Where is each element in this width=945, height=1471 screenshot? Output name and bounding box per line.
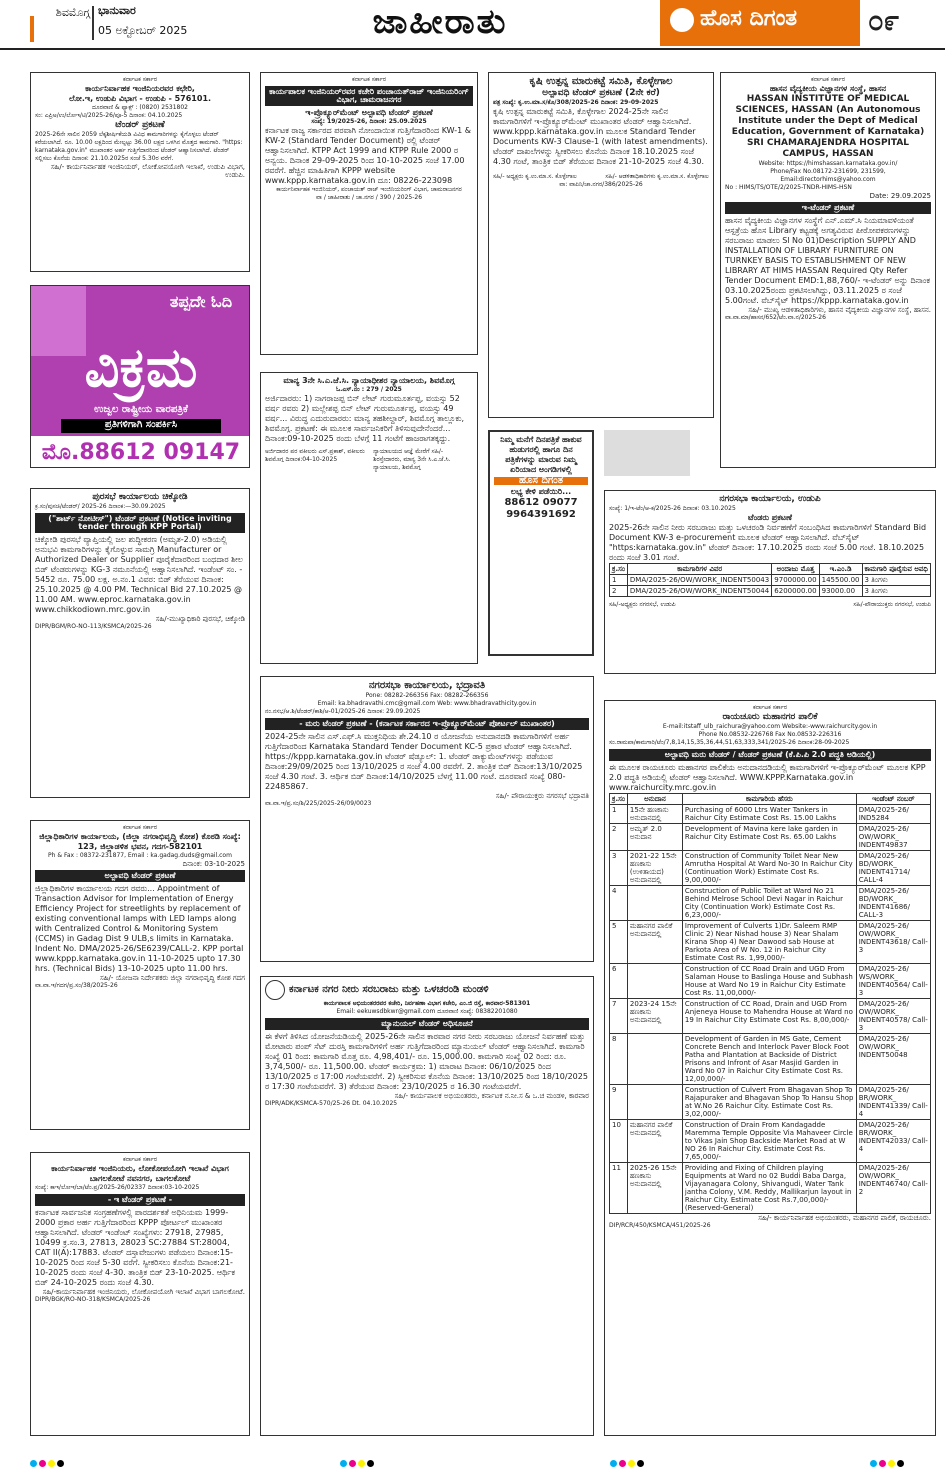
- ad7-line1: ನಿಮ್ಮ ಮನೆಗೆ ದಿನಪತ್ರಿಕೆ ಹಾಕುವ ಹುಡುಗರಲ್ಲಿ ಹಾಗೂ ದಿನ ಪತ್ರಿಕೆಗಳನ್ನು ಮಾರುವ ನಿಮ್ಮ ಏರಿಯಾದ ಅಂಗಡಿಗಳಲ್ಲಿ: [500, 435, 582, 474]
- ad4-name-kn: ಹಾಸನ ವೈದ್ಯಕೀಯ ವಿಜ್ಞಾನಗಳ ಸಂಸ್ಥೆ, ಹಾಸನ: [769, 84, 887, 93]
- ad14-ref: ಸಂ.ರಾಮಪಾ/ಕಾಮಗಾರಿ/ಟೆಂ/7,8,14,15,35,36,44,51,63,333,341/2025-26 ದಿನಾಂಕ:28-09-2025: [609, 739, 850, 746]
- ad12-title: ಕಾರ್ಯನಿರ್ವಾಹಕ ಇಂಜಿನಿಯರು, ಲೋಕೋಪಯೋಗಿ ಇಲಾಖೆ ವಿಭಾಗ ಬಾಗಲಕೋಟೆ ನವನಗರ, ಬಾಗಲಕೋಟೆ: [51, 1164, 229, 1183]
- table-row: [610, 851, 931, 886]
- ad10-title: ನಗರಸಭಾ ಕಾರ್ಯಾಲಯ, ಭದ್ರಾವತಿ: [368, 680, 486, 691]
- ad4-email: Email:directorhims@yahoo.com: [780, 176, 876, 183]
- blank-ad-placeholder: [604, 430, 690, 476]
- table-cell: Construction of Community Toilet Near New Amrutha Hospital At Ward No-30 In Raichur City (Continuation Work) Estimate Cost Rs. 9,00,000/-: [682, 851, 856, 886]
- table-cell: 3 ತಿಂಗಳು: [862, 586, 931, 597]
- ad7-phone2: 9964391692: [506, 509, 576, 520]
- table-cell: DMA/2025-26/ OW/WORK_ INDENT46740/ Call-2: [856, 1163, 930, 1214]
- table-row: [610, 805, 931, 824]
- ad12-sign: ಸಹಿ/-ಕಾರ್ಯನಿರ್ವಾಹಕ ಇಂಜಿನಿಯರು, ಲೋಕೋಪಯೋಗಿ ಇಲಾಖೆ ವಿಭಾಗ ಬಾಗಲಕೋಟೆ.: [42, 1288, 245, 1296]
- table-cell: Purchasing of 6000 Ltrs Water Tankers in Raichur City Estimate Cost Rs. 15.00 Lakhs: [682, 805, 856, 824]
- page-header: [0, 0, 945, 50]
- table-cell: 10: [610, 1120, 628, 1163]
- ad13-col-header: ಕಾಮಗಾರಿಗಳ ವಿವರ: [627, 564, 771, 575]
- vikrama-contact-label: ಪ್ರತಿಗಳಿಗಾಗಿ ಸಂಪರ್ಕಿಸಿ: [61, 419, 221, 433]
- ad1-phone: ದೂರವಾಣಿ & ಫ್ಯಾಕ್ಸ್ : (0820) 2531802: [91, 104, 189, 111]
- ad10-foot: ವಾ.ವಾ.ಇ/ಪ್ರ.ಸಂ/ಶಿ/225/2025-26/09/0023: [265, 800, 372, 807]
- table-cell: [627, 1034, 682, 1085]
- ad7-phone1: 88612 09077: [504, 497, 578, 508]
- ad4-date: Date: 29.09.2025: [869, 192, 931, 200]
- table-cell: 7: [610, 999, 628, 1034]
- ad-udupi-pwd-tender: [30, 72, 250, 272]
- ad-chikkodi-purasabhe: [30, 488, 250, 798]
- vikrama-name: ವಿಕ್ರಮ: [84, 336, 198, 399]
- ad7-brand: ಹೊಸ ದಿಗಂತ: [494, 477, 588, 485]
- ad-hosadiganta-promo: [488, 430, 594, 656]
- vikrama-read-line: ತಪ್ಪದೇ ಓದಿ: [169, 292, 233, 311]
- table-row: [610, 1163, 931, 1214]
- ad12-head1: ಕರ್ನಾಟಕ ಸರ್ಕಾರ: [122, 1156, 158, 1163]
- ad8-body: ಚಿಕ್ಕೋಡಿ ಪುರಸಭೆ ವ್ಯಾಪ್ತಿಯಲ್ಲಿ ಜಲ ಶುದ್ಧೀಕರಣ (ಅಮೃತ-2.0) ಅಡಿಯಲ್ಲಿ ಅನುಭವಿ ಕಾಮಗಾರಿಗಳನ್ನು ಕೈಗೊಳ್ಳುವ ಸಾಮಗ್ರಿ Manufacturer or Authorized Dealer or Supplier ಪೂರೈಕೆದಾರರಿಂದ ಬಂಧದಾರ ಶೀಲ ಬಿಡ್ ಟೆಂಡರುಗಳನ್ನು KG-3 ನಮೂನೆಯಲ್ಲಿ ಆಹ್ವಾನಿಸಲಾಗಿದೆ. ಇಂಡೆಂಟ್ ಸಂ. - 5452 ರೂ. 75.00 ಲಕ್ಷ. ಅ.ನಂ.1 ವಿವರ: ಬಿಡ್ ತೆರೆಯುವ ದಿನಾಂಕ: 25.10.2025 @ 4.00 PM. Technical Bid 27.10.2025 @ 11.00 AM. www.eproc.karnataka.gov.in www.chikkodiown.mrc.gov.in: [35, 535, 243, 614]
- ad9-phone: Ph & Fax : 08372-231877, Email : ka.gadag.duds@gmail.com: [48, 852, 232, 859]
- print-registration-marks-center: [340, 1452, 376, 1460]
- ad4-phone: Phone/Fax No.08172-231699, 231599,: [770, 168, 886, 175]
- ad-udupi-nagarasabha: [604, 490, 936, 674]
- ad8-title: ಪುರಸಭೆ ಕಾರ್ಯಾಲಯ ಚಿಕ್ಕೋಡಿ: [92, 492, 188, 502]
- ad14-col-header: ಕ್ರ.ಸಂ: [610, 794, 628, 805]
- ad9-head1: ಕರ್ನಾಟಕ ಸರ್ಕಾರ: [122, 824, 158, 831]
- ad14-col-header: ಕಾಮಗಾರಿಯ ಹೆಸರು: [682, 794, 856, 805]
- table-cell: 2025-26 15ನೇ ಹಣಕಾಸು ಅನುದಾನದಲ್ಲಿ: [627, 1163, 682, 1214]
- ad3-sign-right: ಸಹಿ/- ಆಡಳಿತಾಧಿಕಾರಿಗಳು ಕೃ.ಉ.ಮಾ.ಸ. ಕೊಳ್ಳೇಗಾಲ: [605, 173, 709, 180]
- ad13-subtitle: ಟೆಂಡರು ಪ್ರಕಟಣೆ: [748, 513, 792, 522]
- table-cell: DMA/2025-26/ BD/WORK_ INDENT41686/ CALL-3: [856, 886, 930, 921]
- table-cell: 2: [610, 824, 628, 851]
- table-row: [610, 1085, 931, 1120]
- table-cell: 2023-24 15ನೇ ಹಣಕಾಸು ಅನುದಾನದಲ್ಲಿ: [627, 999, 682, 1034]
- ad2-body: ಕರ್ನಾಟಕ ರಾಜ್ಯ ಸರ್ಕಾರದ ಪರವಾಗಿ ನೋಂದಾಯಿತ ಗುತ್ತಿಗೆದಾರರಿಂದ KW-1 & KW-2 (Standard Tender Document) ರಲ್ಲಿ ಟೆಂಡರ್ ಆಹ್ವಾನಿಸಲಾಗಿದೆ. KTPP Act 1999 and KTPP Rule 2000 ರ ಅನ್ವಯ. ದಿನಾಂಕ 29-09-2025 ರಿಂದ 10-10-2025 ಸಂಜೆ 17.00 ರವರೆಗೆ. ಹೆಚ್ಚಿನ ಮಾಹಿತಿಗಾಗಿ KPPP website www.kppp.karnataka.gov.in ದೂ: 08226-223098: [265, 126, 471, 185]
- table-row: [610, 824, 931, 851]
- ad3-title2: ಅಲ್ಪಾವಧಿ ಟೆಂಡರ್ ಪ್ರಕಟಣೆ (2ನೇ ಕರೆ): [542, 88, 660, 98]
- ad14-col-header: ಇಂಡೆಂಟ್ ನಂಬರ್: [856, 794, 930, 805]
- table-cell: 2: [610, 586, 628, 597]
- ad14-email: E-mail:itstaff_ulb_raichura@yahoo.com Website:-www.raichurcity.gov.in: [662, 723, 878, 730]
- ad3-foot: ವಾ: ವಾಪಿನಿ/ಚಾ.ನಗರ/386/2025-26: [559, 181, 643, 188]
- ad4-sign: ಸಹಿ/- ಮುಖ್ಯ ಆಡಳಿತಾಧಿಕಾರಿಗಳು, ಹಾಸನ ವೈದ್ಯಕೀಯ ವಿಜ್ಞಾನಗಳ ಸಂಸ್ಥೆ, ಹಾಸನ.: [748, 306, 931, 314]
- ad13-table: [609, 563, 931, 597]
- table-cell: DMA/2025-26/ OW/WORK_ INDENT43618/ Call-3: [856, 921, 930, 964]
- table-cell: 6200000.00: [772, 586, 819, 597]
- table-cell: DMA/2025-26/ OW/WORK_ INDENT50048: [856, 1034, 930, 1085]
- brand-banner: [660, 0, 860, 46]
- vikrama-phone: ಮೊ.88612 09147: [31, 436, 250, 468]
- table-row: [610, 586, 931, 597]
- print-registration-marks-right: [870, 1452, 906, 1460]
- ad4-head1: ಕರ್ನಾಟಕ ಸರ್ಕಾರ: [810, 76, 846, 83]
- ad-bhadravathi-cmc: [260, 676, 594, 962]
- table-cell: 2021-22 15ನೇ ಹಣಕಾಸು (ಉಳಿತಾಯದ) ಅನುದಾನದಲ್ಲಿ: [627, 851, 682, 886]
- ad2-foot: ವಾ / ಜಾಹೀರಾತು / ಚಾ.ನಗರ / 390 / 2025-26: [315, 194, 423, 201]
- print-registration-marks-mid: [610, 1452, 646, 1460]
- ad9-ref: ದಿನಾಂಕ: 03-10-2025: [182, 860, 245, 868]
- ad-chamarajanagar-pred: [260, 72, 478, 355]
- ad11-subtitle: ಮ್ಯಾನುಯಲ್ ಟೆಂಡರ್ ಅಧಿಸೂಚನೆ: [265, 1018, 589, 1030]
- table-cell: Construction of CC Road, Drain and UGD From Anjeneya House to Mahendra House at Ward no 19 In Raichur City Estimate Cost Rs. 8,00,000/-: [682, 999, 856, 1034]
- table-cell: [627, 886, 682, 921]
- ad6-case: ಓ.ಎಸ್.ನಂ : 279 / 2025: [336, 386, 402, 393]
- table-row: [610, 1120, 931, 1163]
- ad13-col-header: ಅಂದಾಜು ಮೊತ್ತ: [772, 564, 819, 575]
- table-cell: Development of Garden in MS Gate, Cement Concrete Bench and Interlock Paver Block Foot Patha and Plantation at Backside of District Prisons and Infront of Asar Masjid Garden in Ward No 07 in Raichur City Estimate Cost Rs. 12,00,000/-: [682, 1034, 856, 1085]
- ad14-head1: ಕರ್ನಾಟಕ ಸರ್ಕಾರ: [752, 704, 788, 711]
- header-place: ಶಿವಮೊಗ್ಗ: [55, 6, 90, 19]
- table-cell: DMA/2025-26/ OW/WORK_ INDENT49837: [856, 824, 930, 851]
- ad4-body: ಹಾಸನ ವೈದ್ಯಕೀಯ ವಿಜ್ಞಾನಗಳ ಸಂಸ್ಥೆಗೆ ಎನ್.ಎಮ್.ಸಿ ನಿಯಮಾವಳಿಯಂತೆ ಆಸ್ಪತ್ರೆಯ ಹೊಸ Library ಕಟ್ಟಡಕ್ಕೆ ಅಗತ್ಯವಿರುವ ಪೀಠೋಪಕರಣಗಳನ್ನು ಸರಬರಾಜು ಮಾಡಲು Sl No 01)Description SUPPLY AND INSTALLATION OF LIBRARY FURNITURE ON TURNKEY BASIS TO ESTABLISHMENT OF NEW LIBRARY AT HIMS HASSAN Required Qty Refer Tender Document EMD:1,88,760/- ಇ-ಟೆಂಡರ್ ಅನ್ನು ದಿನಾಂಕ 03.10.2025ರಂದು ಪ್ರಕಟಿಸಲಾಗಿದ್ದು, 03.11.2025 ರ ಸಂಜೆ 5.00ಗಂಟೆ. ವೆಬ್‌ಸೈಟ್ https://kppp.karnataka.gov.in: [725, 216, 931, 305]
- header-day: ಭಾನುವಾರ: [98, 4, 136, 17]
- ad-hims-hassan: [720, 72, 936, 468]
- ad13-ref: ಸಂಖ್ಯೆ: 1/ಇ-ಟೆಂ/ಆ-ಕ/2025-26 ದಿನಾಂಕ: 03.10.2025: [609, 505, 736, 512]
- ad2-ref: ಸಂಖ್ಯೆ: 19/2025-26, ದಿನಾಂಕ: 25.09.2025: [311, 118, 427, 125]
- vikrama-tagline: ಉಜ್ವಲ ರಾಷ್ಟ್ರೀಯ ವಾರಪತ್ರಿಕೆ: [94, 404, 188, 415]
- ad3-ref: ಪತ್ರ ಸಂಖ್ಯೆ: ಕೃ.ಉ.ಮಾ.ಸ/ಕೊ/308/2025-26 ದಿನಾಂಕ: 29-09-2025: [493, 99, 659, 106]
- ad10-subtitle: - ಮರು ಟೆಂಡರ್ ಪ್ರಕಟಣೆ - (ಕರ್ನಾಟಕ ಸರ್ಕಾರದ ಇ-ಪ್ರೊಕ್ಯೂರ್‌ಮೆಂಟ್ ಪೋರ್ಟಲ್ ಮುಖಾಂತರ): [265, 718, 589, 730]
- ad13-sign-left: ಸಹಿ/-ಅಧ್ಯಕ್ಷರು ನಗರಸಭೆ, ಉಡುಪಿ: [609, 601, 676, 608]
- table-cell: [627, 964, 682, 999]
- ad-kuwsdb-karwar: [260, 976, 594, 1436]
- header-date: 05 ಅಕ್ಟೋಬರ್ 2025: [98, 24, 188, 37]
- ad12-ref: ಸಂಖ್ಯೆ: ಕಾಇ/ಲೋಇ/ಬಾ/ಟೆಂ.ಪ್ರ/2025-26/02337 ದಿನಾಂಕ:03-10-2025: [35, 1184, 200, 1191]
- table-cell: 145500.00: [819, 575, 862, 586]
- ad6-sign-left: ಅರ್ಜಿದಾರರ ಪರ ವಕೀಲರು ಎಸ್.ಪ್ರಕಾಶ್, ವಕೀಲರು ಶಿವಮೊಗ್ಗ ದಿನಾಂಕ:04-10-2025: [265, 448, 365, 463]
- ad2-head1: ಕರ್ನಾಟಕ ಸರ್ಕಾರ: [351, 76, 387, 83]
- ad9-subtitle: ಅಲ್ಪಾವಧಿ ಟೆಂಡರ್ ಪ್ರಕಟಣೆ: [35, 870, 245, 882]
- ad11-title: ಕರ್ನಾಟಕ ನಗರ ನೀರು ಸರಬರಾಜು ಮತ್ತು ಒಳಚರಂಡಿ ಮಂಡಳಿ: [289, 984, 489, 995]
- brand-name: ಹೊಸ ದಿಗಂತ: [700, 6, 798, 31]
- ad-vikrama-weekly: [30, 285, 250, 468]
- ad-kollegal-apmc: [488, 72, 714, 418]
- ad1-head2: ಕಾರ್ಯನಿರ್ವಾಹಕ ಇಂಜಿನಿಯರವರ ಕಛೇರಿ,: [85, 84, 195, 93]
- table-cell: DMA/2025-26/ BR/WORK_ INDENT41339/ Call-4: [856, 1085, 930, 1120]
- ad4-web: Website: https://himshassan.karnataka.gov.in/: [758, 160, 898, 167]
- table-cell: Construction of Culvert From Bhagavan Shop To Rajapuraker and Bhagavan Shop To Hansu Shop at W.No 26 Raichur City. Estimate Cost Rs. 3,02,000/-: [682, 1085, 856, 1120]
- table-cell: Construction of CC Road Drain and UGD From Salaman House to Baslinga House and Subhash House at Ward No 19 in Raichur City Estimate Cost Rs. 11,00,000/-: [682, 964, 856, 999]
- ad14-sign: ಸಹಿ/- ಕಾರ್ಯನಿರ್ವಾಹಕ ಅಭಿಯಂತರರು, ಮಹಾನಗರ ಪಾಲಿಕೆ, ರಾಯಚೂರು.: [758, 1214, 931, 1222]
- table-cell: ಮಹಾನಗರ ಪಾಲಿಕೆ ಅನುದಾನದಲ್ಲಿ: [627, 1120, 682, 1163]
- table-cell: DMA/2025-26/OW/WORK_INDENT50043: [627, 575, 771, 586]
- ad11-sub1: ಕಾರ್ಯಪಾಲಕ ಅಭಿಯಂತರರವರ ಕಚೇರಿ, ನಿರ್ವಹಣಾ ವಿಭಾಗ ಕಚೇರಿ, ಎಂ.ಜಿ ರಸ್ತೆ, ಕಾರವಾರ-581301: [323, 1000, 531, 1007]
- ad2-sign: ಕಾರ್ಯನಿರ್ವಾಹಕ ಇಂಜಿನಿಯರ್, ಪಂಚಾಯತ್ ರಾಜ್ ಇಂಜಿನಿಯರಿಂಗ್ ವಿಭಾಗ, ಚಾಮರಾಜನಗರ: [276, 186, 462, 193]
- ad9-sign: ಸಹಿ/- ಯೋಜನಾ ನಿರ್ದೇಶಕರು ಜಿಲ್ಲಾ ನಗರಾಭಿವೃದ್ಧಿ ಕೋಶ ಗದಗ: [100, 974, 245, 982]
- ad10-phone: Pone: 08282-266356 Fax: 08282-266356: [365, 692, 489, 699]
- ad14-subtitle: ಅಲ್ಪಾವಧಿ ಮರು ಟೆಂಡರ್ / ಟೆಂಡರ್ ಪ್ರಕಟಣೆ (ಕೆ.ಪಿ.ಪಿ 2.0 ಪದ್ಧತಿ ಅಡಿಯಲ್ಲಿ): [609, 749, 931, 761]
- ad13-sign-right: ಸಹಿ/-ಪೌರಾಯುಕ್ತರು ನಗರಸಭೆ, ಉಡುಪಿ: [853, 601, 931, 608]
- ad1-body: 2025-26ನೇ ಸಾಲಿನ 2059 ಲೆಕ್ಕಶೀರ್ಷಿಕೆಯಡಿ ವಿವಿಧ ಕಾಮಗಾರಿಗಳನ್ನು ಕೈಗೊಳ್ಳಲು ಟೆಂಡರ್ ಕರೆಯಲಾಗಿದೆ. ರೂ. 10.00 ಲಕ್ಷದಿಂದ ಮೇಲ್ಪಟ್ಟು 36.00 ಲಕ್ಷದ ಒಳಗಿನ ಮೊತ್ತದ ಕಾಮಗಾರಿ. "https: karnataka.gov.in" ಮುಖಾಂತರ ಅರ್ಹ ಗುತ್ತಿಗೆದಾರರಿಂದ ಟೆಂಡರ್ ಆಹ್ವಾನಿಸಲಾಗಿದೆ. ಟೆಂಡರ್ ಸಲ್ಲಿಸಲು ಕೊನೆಯ ದಿನಾಂಕ: 21.10.2025ರ ಸಂಜೆ 5.30ರ ವರೆಗೆ.: [35, 131, 243, 162]
- table-cell: Development of Mavina kere lake garden in Raichur City Estimate Cost Rs. 65.00 Lakhs: [682, 824, 856, 851]
- ad13-col-header: ಇ.ಎಂ.ಡಿ: [819, 564, 862, 575]
- table-cell: Improvement of Culverts 1)Dr. Saleem RMP Clinic 2) Near Nishad house 3) Near Shalam Kirana Shop 4) Near Dawood sab House at Parkota Area of W No. 12 in Raichur City Estimate Cost Rs. 1,99,000/-: [682, 921, 856, 964]
- ad-gadag-duds: [30, 820, 250, 1130]
- table-cell: 3: [610, 851, 628, 886]
- ad6-body: ಅರ್ಜಿದಾರರು: 1) ನಾಗರಾಜಪ್ಪ ಬಿನ್ ಲೇಟ್ ಗುರುಮೂರ್ತಪ್ಪ, ವಯಸ್ಸು 52 ವರ್ಷ ರವರು 2) ಮಲ್ಲೇಶಪ್ಪ ಬಿನ್ ಲೇಟ್ ಗುರುಮೂರ್ತಪ್ಪ, ವಯಸ್ಸು 49 ವರ್ಷ... ವಿರುದ್ಧ ಎದುರುದಾರರು: ಮಾನ್ಯ ತಹಶೀಲ್ದಾರ್, ಶಿವಮೊಗ್ಗ ತಾಲ್ಲೂಕು, ಶಿವಮೊಗ್ಗ. ಪ್ರಕಟಣೆ: ಈ ಮೂಲಕ ಸಾರ್ವಜನಿಕರಿಗೆ ತಿಳಿಸುವುದೇನೆಂದರೆ... ದಿನಾಂಕ:09-10-2025 ರಂದು ಬೆಳಗ್ಗೆ 11 ಗಂಟೆಗೆ ಹಾಜರಾಗತಕ್ಕದ್ದು.: [265, 394, 465, 443]
- section-title: ಜಾಹೀರಾತು: [372, 2, 508, 42]
- ad3-sign-left: ಸಹಿ/- ಅಧ್ಯಕ್ಷರು ಕೃ.ಉ.ಮಾ.ಸ. ಕೊಳ್ಳೇಗಾಲ: [493, 173, 577, 180]
- ad11-body: ಈ ಕೆಳಗೆ ತಿಳಿಸಿದ ಯೋಜನೆಯಡಿಯಲ್ಲಿ 2025-26ನೇ ಸಾಲಿನ ಕಾರವಾರ ನಗರ ನೀರು ಸರಬರಾಜು ಯೋಜನೆ ನಿರ್ವಹಣೆ ಮತ್ತು ಮೋಟಾರು ಪಂಪ್ ಸೆಟ್ ದುರಸ್ತಿ ಕಾಮಗಾರಿಗಳಿಗೆ ಅರ್ಹ ಗುತ್ತಿಗೆದಾರರಿಂದ ಮ್ಯಾನುಯಲ್ ಟೆಂಡರ್ ಆಹ್ವಾನಿಸಲಾಗಿದೆ. ಕಾಮಗಾರಿ ಸಂಖ್ಯೆ 01 ರಿಂದ: ಕಾಮಗಾರಿ ಮೊತ್ತ ರೂ. 4,98,401/- ರೂ. 15,000.00. ಕಾಮಗಾರಿ ಸಂಖ್ಯೆ 02 ರಿಂದ: ರೂ. 3,74,500/- ರೂ. 11,500.00. ಟೆಂಡರ್ ಕಾರ್ಯಕ್ರಮ: 1) ಮಾರಾಟ ದಿನಾಂಕ: 06/10/2025 ರಿಂದ 13/10/2025 ರ 17:00 ಗಂಟೆಯವರೆಗೆ. 2) ಸ್ವೀಕರಿಸುವ ಕೊನೆಯ ದಿನಾಂಕ: 13/10/2025 ರಿಂದ 18/10/2025 ರ 17:30 ಗಂಟೆಯವರೆಗೆ. 3) ತೆರೆಯುವ ದಿನಾಂಕ: 23/10/2025 ರ 16.30 ಗಂಟೆಯವರೆಗೆ.: [265, 1032, 588, 1091]
- ad9-foot: ವಾ.ವಾ.ಇ/ಗದಗ/ಪ್ರ.ಸಂ/38/2025-26: [35, 982, 118, 989]
- ad14-col-header: ಅನುದಾನ: [627, 794, 682, 805]
- ad13-col-header: ಕ್ರ.ಸಂ: [610, 564, 628, 575]
- ad1-ref: ಸಂ: ಎಪ್ರಿಅ/ಉ/ಲೋಇ/ಟಿ/2025-26/ಪೂ-5 ದಿನಾಂಕ: 04.10.2025: [35, 112, 183, 119]
- ad3-body: ಕೃಷಿ ಉತ್ಪನ್ನ ಮಾರುಕಟ್ಟೆ ಸಮಿತಿ, ಕೊಳ್ಳೇಗಾಲ 2024-25ನೇ ಸಾಲಿನ ಕಾಮಗಾರಿಗಳಿಗೆ ಇ-ಪ್ರೊಕ್ಯೂರ್‌ಮೆಂಟ್ ಮುಖಾಂತರ ಟೆಂಡರ್ ಆಹ್ವಾನಿಸಲಾಗಿದೆ. www.kppp.karnataka.gov.in ಮೂಲಕ Standard Tender Documents KW-3 Clause-1 (with latest amendments). ಟೆಂಡರ್ ದಾಖಲೆಗಳನ್ನು ಸ್ವೀಕರಿಸಲು ಕೊನೆಯ ದಿನಾಂಕ 18.10.2025 ಸಂಜೆ 4.30 ಗಂಟೆ, ತಾಂತ್ರಿಕ ಬಿಡ್ ತೆರೆಯುವ ದಿನಾಂಕ 21-10-2025 ಸಂಜೆ 4.30.: [493, 107, 708, 166]
- table-cell: 15ನೇ ಹಣಕಾಸು ಅನುದಾನದಲ್ಲಿ: [627, 805, 682, 824]
- ad11-email: Email: eekuwsdbkwr@gmail.com ದೂರವಾಣಿ ಸಂಖ್ಯೆ: 08382201080: [336, 1008, 518, 1015]
- table-cell: DMA/2025-26/ OW/WORK_ INDENT40578/ Call-3: [856, 999, 930, 1034]
- table-cell: 8: [610, 1034, 628, 1085]
- ad2-title: ಇ-ಪ್ರೊಕ್ಯೂರ್‌ಮೆಂಟ್ ಅಲ್ಪಾವಧಿ ಟೆಂಡರ್ ಪ್ರಕಟಣೆ: [305, 108, 433, 117]
- ad12-subtitle: - ಇ ಟೆಂಡರ್ ಪ್ರಕಟಣೆ -: [35, 1194, 245, 1206]
- ad8-sign: ಸಹಿ/-ಮುಖ್ಯಾಧಿಕಾರಿ ಪುರಸಭೆ, ಚಿಕ್ಕೋಡಿ: [155, 615, 245, 623]
- ad14-title: ರಾಯಚೂರು ಮಹಾನಗರ ಪಾಲಿಕೆ: [722, 712, 818, 722]
- ad-shivamogga-court-notice: [260, 372, 478, 664]
- ad1-title: ಟೆಂಡರ್ ಪ್ರಕಟಣೆ: [115, 120, 165, 130]
- ad-raichur-mahanagara-palike: [604, 700, 936, 1436]
- ad10-ref: ನಂ.ನಸಭ/ಆ.ಶಿ/ಟೆಂಡರ್/ಕಾಶಿ/ಆ-01/2025-26 ದಿನಾಂಕ: 29.09.2025: [265, 708, 421, 715]
- table-cell: ಅಮೃತ್ 2.0 ಅನುದಾನ: [627, 824, 682, 851]
- ad14-phone: Phone No.08532-226768 Fax No.08532-226316: [698, 731, 842, 738]
- table-cell: 3 ತಿಂಗಳು: [862, 575, 931, 586]
- table-row: [610, 575, 931, 586]
- table-cell: Construction of Public Toilet at Ward No 21 Behind Melrose School Devi Nagar in Raichur City (Continuation Work) Estimate Cost Rs. 6,23,000/-: [682, 886, 856, 921]
- table-cell: 5: [610, 921, 628, 964]
- table-cell: 9: [610, 1085, 628, 1120]
- ad1-head1: ಕರ್ನಾಟಕ ಸರ್ಕಾರ: [122, 76, 158, 83]
- ad10-email: Email: ka.bhadravathi.cmc@gmail.com Web: www.bhadravathicity.gov.in: [317, 700, 537, 707]
- ad14-body: ಈ ಮೂಲಕ ರಾಯಚೂರು ಮಹಾನಗರ ಪಾಲಿಕೆಯ ಅನುದಾನದಡಿಯಲ್ಲಿ ಕಾಮಗಾರಿಗಳಿಗೆ ಇ-ಪ್ರೊಕ್ಯೂರ್‌ಮೆಂಟ್ ಮೂಲಕ KPP 2.0 ಪದ್ಧತಿ ಅಡಿಯಲ್ಲಿ ಟೆಂಡರ್ ಆಹ್ವಾನಿಸಲಾಗಿದೆ. WWW.KPPP.Karnataka.gov.in www.raichurcity.mrc.gov.in: [609, 763, 926, 792]
- table-cell: 6: [610, 964, 628, 999]
- header-divider: [92, 6, 94, 40]
- table-cell: DMA/2025-26/ BR/WORK_ INDENT42033/ Call-4: [856, 1120, 930, 1163]
- ad8-ref: ಕ್ರ.ಸಂ/ಪುಸಚಿ/ಟೆಂಡರ್/ 2025-26 ದಿನಾಂಕ:—30.09.2025: [35, 503, 166, 510]
- table-cell: DMA/2025-26/ BD/WORK_ INDENT41714/ CALL-4: [856, 851, 930, 886]
- ad13-body: 2025-26ನೇ ಸಾಲಿನ ನೀರು ಸರಬರಾಜು ಮತ್ತು ಒಳಚರಂಡಿ ನಿರ್ವಹಣೆಗೆ ಸಂಬಂಧಿಸಿದ ಕಾಮಗಾರಿಗಳಿಗೆ Standard Bid Document KW-3 e-procurement ಮೂಲಕ ಟೆಂಡರ್ ಆಹ್ವಾನಿಸಲಾಗಿದೆ. ವೆಬ್‌ಸೈಟ್ "https:karnataka.gov.in" ಟೆಂಡರ್ ದಿನಾಂಕ: 17.10.2025 ರಂದು ಸಂಜೆ 5.00 ಗಂಟೆ. 18.10.2025 ರಂದು ಸಂಜೆ 3.01 ಗಂಟೆ.: [609, 523, 927, 562]
- table-cell: 9700000.00: [772, 575, 819, 586]
- table-row: [610, 1034, 931, 1085]
- table-cell: 93000.00: [819, 586, 862, 597]
- ad11-sign: ಸಹಿ/- ಕಾರ್ಯಪಾಲಕ ಅಭಿಯಂತರರು, ಕರ್ನಾಟಕ ನ.ನೀ.ಸ & ಒ.ಚ ಮಂಡಳಿ, ಕಾರವಾರ: [394, 1092, 589, 1100]
- table-cell: [627, 1085, 682, 1120]
- ad4-name-en: HASSAN INSTITUTE OF MEDICAL SCIENCES, HASSAN (An Autonomous Institute under the Dept of Medical Education, Government of Karnataka) SRI CHAMARAJENDRA HOSPITAL CAMPUS, HASSAN: [731, 94, 925, 159]
- ad8-subtitle: ("ಶಾರ್ಟ್ ನೋಟೀಸ್") ಟೆಂಡರ್ ಪ್ರಕಟಣೆ (Notice inviting tender through KPP Portal): [35, 513, 245, 533]
- table-cell: 1: [610, 575, 628, 586]
- ad14-table: [609, 793, 931, 1214]
- ad10-sign: ಸಹಿ/- ಪೌರಾಯುಕ್ತರು ನಗರಸಭೆ ಭದ್ರಾವತಿ: [495, 792, 589, 800]
- ad1-head3: ಲೋ.ಇ, ಉಡುಪಿ ವಿಭಾಗ - ಉಡುಪಿ - 576101.: [68, 94, 212, 103]
- ad3-title1: ಕೃಷಿ ಉತ್ಪನ್ನ ಮಾರುಕಟ್ಟೆ ಸಮಿತಿ, ಕೊಳ್ಳೇಗಾಲ: [529, 76, 673, 87]
- ad4-title: ಇ-ಟೆಂಡರ್ ಪ್ರಕಟಣೆ: [725, 202, 931, 214]
- table-cell: 4: [610, 886, 628, 921]
- table-cell: ಮಹಾನಗರ ಪಾಲಿಕೆ ಅನುದಾನದಲ್ಲಿ: [627, 921, 682, 964]
- table-cell: DMA/2025-26/OW/WORK_INDENT50044: [627, 586, 771, 597]
- table-row: [610, 886, 931, 921]
- ad10-body: 2024-25ನೇ ಸಾಲಿನ ಎಸ್.ಎಫ್.ಸಿ ಮುಕ್ತನಿಧಿಯ ಶೇ.24.10 ರ ಯೋಜನೆಯ ಅನುದಾನದಡಿ ಕಾಮಗಾರಿಗಳಿಗೆ ಅರ್ಹ ಗುತ್ತಿಗೆದಾರರಿಂದ Karnataka Standard Tender Document KC-5 ಪ್ರಕಾರ ಟೆಂಡರ್ ಆಹ್ವಾನಿಸಲಾಗಿದೆ. https://kppp.karnataka.gov.in ಟೆಂಡರ್ ಷೆಡ್ಯೂಲ್: 1. ಟೆಂಡರ್ ಡಾಕ್ಯುಮೆಂಟ್‌ಗಳನ್ನು ಪಡೆಯುವ ದಿನಾಂಕ:29/09/2025 ರಿಂದ 13/10/2025 ರ ಸಂಜೆ 4.00 ರವರೆಗೆ. 2. ತಾಂತ್ರಿಕ ಬಿಡ್ ದಿನಾಂಕ:13/10/2025 ಸಂಜೆ 4.30 ಗಂಟೆ. 3. ಆರ್ಥಿಕ ಬಿಡ್ ದಿನಾಂಕ:14/10/2025 ಬೆಳಗ್ಗೆ 11.00 ಗಂಟೆ. ದೂರವಾಣಿ ಸಂಖ್ಯೆ 080-22485867.: [265, 732, 583, 791]
- ad13-title: ನಗರಸಭಾ ಕಾರ್ಯಾಲಯ, ಉಡುಪಿ: [719, 494, 821, 504]
- ad6-sign-right: ನ್ಯಾಯಾಲಯದ ಆಜ್ಞೆ ಮೇರೆಗೆ ಸಹಿ/- ಶಿರಸ್ತೇದಾರರು, ಮಾನ್ಯ 3ನೇ ಸಿ.ಎ.ಜೆ.ಸಿ. ನ್ಯಾಯಾಲಯ, ಶಿವಮೊಗ್ಗ: [373, 448, 451, 471]
- table-row: [610, 921, 931, 964]
- brand-logo-icon: [670, 8, 694, 32]
- table-cell: 1: [610, 805, 628, 824]
- table-cell: DMA/2025-26/ IND5284: [856, 805, 930, 824]
- ad11-foot: DIPR/ADK/KSMCA-570/25-26 Dt. 04.10.2025: [265, 1100, 398, 1107]
- ad4-ref: No : HIMS/TS/OTE/2/2025-TNDR-HIMS-HSN: [725, 184, 852, 191]
- print-registration-marks-left: [30, 1452, 66, 1460]
- ad12-foot: DIPR/BGK/RO-NO-318/KSMCA/2025-26: [35, 1296, 151, 1303]
- ad6-head: ಮಾನ್ಯ 3ನೇ ಸಿ.ಎ.ಜೆ.ಸಿ. ನ್ಯಾಯಾಧೀಶರ ನ್ಯಾಯಾಲಯ, ಶಿವಮೊಗ್ಗ: [283, 376, 455, 385]
- ad9-body: ಜಿಲ್ಲಾಧಿಕಾರಿಗಳ ಕಾರ್ಯಾಲಯ ಗದಗ ರವರು... Appointment of Transaction Advisor for Implementation of Energy Efficiency Project for streetlights by replacement of existing conventional lamps with LED lamps along with Centralized Control & Monitoring System (CCMS) in Gadag Dist 9 ULB,s limits in Karnataka. Indent No. DMA/2025-26/SE6239/CALL-2. KPP portal www.kppp.karnataka.gov.in 11-10-2025 upto 17.30 hrs. (Technical Bids) 13-10-2025 upto 11.00 hrs.: [35, 884, 244, 973]
- ad1-sign: ಸಹಿ/- ಕಾರ್ಯನಿರ್ವಾಹಕ ಇಂಜಿನಿಯರ್, ಲೋಕೋಪಯೋಗಿ ಇಲಾಖೆ, ಉಡುಪಿ ವಿಭಾಗ, ಉಡುಪಿ.: [50, 163, 245, 179]
- ad-bagalkot-pwd: [30, 1152, 250, 1436]
- ad8-foot: DIPR/BGM/RO-NO-113/KSMCA/2025-26: [35, 623, 152, 630]
- ad2-head2: ಕಾರ್ಯಪಾಲಕ ಇಂಜಿನಿಯರ್‌ರವರ ಕಚೇರಿ ಪಂಚಾಯತ್‌ರಾಜ್ ಇಂಜಿನಿಯರಿಂಗ್ ವಿಭಾಗ, ಚಾಮರಾಜನಗರ: [265, 86, 473, 106]
- kuwsdb-logo-icon: [265, 980, 285, 1000]
- table-row: [610, 999, 931, 1034]
- page-number: ೦೯: [868, 4, 900, 37]
- ad9-title: ಜಿಲ್ಲಾಧಿಕಾರಿಗಳ ಕಾರ್ಯಾಲಯ, (ಜಿಲ್ಲಾ ನಗರಾಭಿವೃದ್ಧಿ ಕೋಶ) ಕೊಠಡಿ ಸಂಖ್ಯೆ: 123, ಜಿಲ್ಲಾಡಳಿತ ಭವನ, ಗದಗ-582101: [39, 832, 241, 851]
- ad13-col-header: ಕಾಮಗಾರಿ ಪೂರೈಸುವ ಅವಧಿ: [862, 564, 931, 575]
- table-cell: 11: [610, 1163, 628, 1214]
- table-cell: DMA/2025-26/ WS/WORK_ INDENT40564/ Call-3: [856, 964, 930, 999]
- ad7-line2: ಲಭ್ಯ ಕೇಳಿ ಪಡೆಯಿರಿ...: [510, 487, 572, 496]
- ad4-foot: ವಾ.ವಾ.ಮಾ/ಹಾಸನ/652/ಟೆಂ.ವಾ.ನ/2025-26: [725, 314, 826, 321]
- table-row: [610, 964, 931, 999]
- table-cell: Providing and Fixing of Children playing Equipments at Ward no 02 Buddi Baba Darga, Vijayanagara Colony, Shivangudi, Water Tank jantha Colony, V.M. Reddy, Mallikarjun layout in Raichur City. Estimate Cost Rs.7,00,000/- (Reserved-General): [682, 1163, 856, 1214]
- table-cell: Construction of Drain From Kandagadde Maremma Temple Opposite Via Mahaveer Circle to Vikas Jain Shop Backside Market Road at W NO 26 In Raichur City. Estimate Cost Rs. 7,65,000/-: [682, 1120, 856, 1163]
- ad12-body: ಕರ್ನಾಟಕ ಸಾರ್ವಜನಿಕ ಸಂಗ್ರಹಣೆಗಳಲ್ಲಿ ಪಾರದರ್ಶಕತೆ ಅಧಿನಿಯಮ 1999-2000 ಪ್ರಕಾರ ಅರ್ಹ ಗುತ್ತಿಗೆದಾರರಿಂದ KPPP ಪೋರ್ಟಲ್ ಮುಖಾಂತರ ಆಹ್ವಾನಿಸಲಾಗಿದೆ. ಟೆಂಡರ್ ಇಂಡೆಂಟ್ ಸಂಖ್ಯೆಗಳು: 27918, 27985, 10499 ಕ್ರ.ಸಂ.3, 27813, 28023 SC:27884 ST:28004, CAT II(A):17883. ಟೆಂಡರ್ ದಸ್ತಾವೇಜುಗಳು ಪಡೆಯಲು ದಿನಾಂಕ:15-10-2025 ರಿಂದ ಸಂಜೆ 5-30 ವರೆಗೆ. ಸ್ವೀಕರಿಸಲು ಕೊನೆಯ ದಿನಾಂಕ:21-10-2025 ರಂದು ಸಂಜೆ 4-30. ತಾಂತ್ರಿಕ ಬಿಡ್ 23-10-2025. ಆರ್ಥಿಕ ಬಿಡ್ 24-10-2025 ರಂದು ಸಂಜೆ 4.30.: [35, 1208, 235, 1287]
- ad14-foot: DIP/RCR/450/KSMCA/451/2025-26: [609, 1222, 711, 1229]
